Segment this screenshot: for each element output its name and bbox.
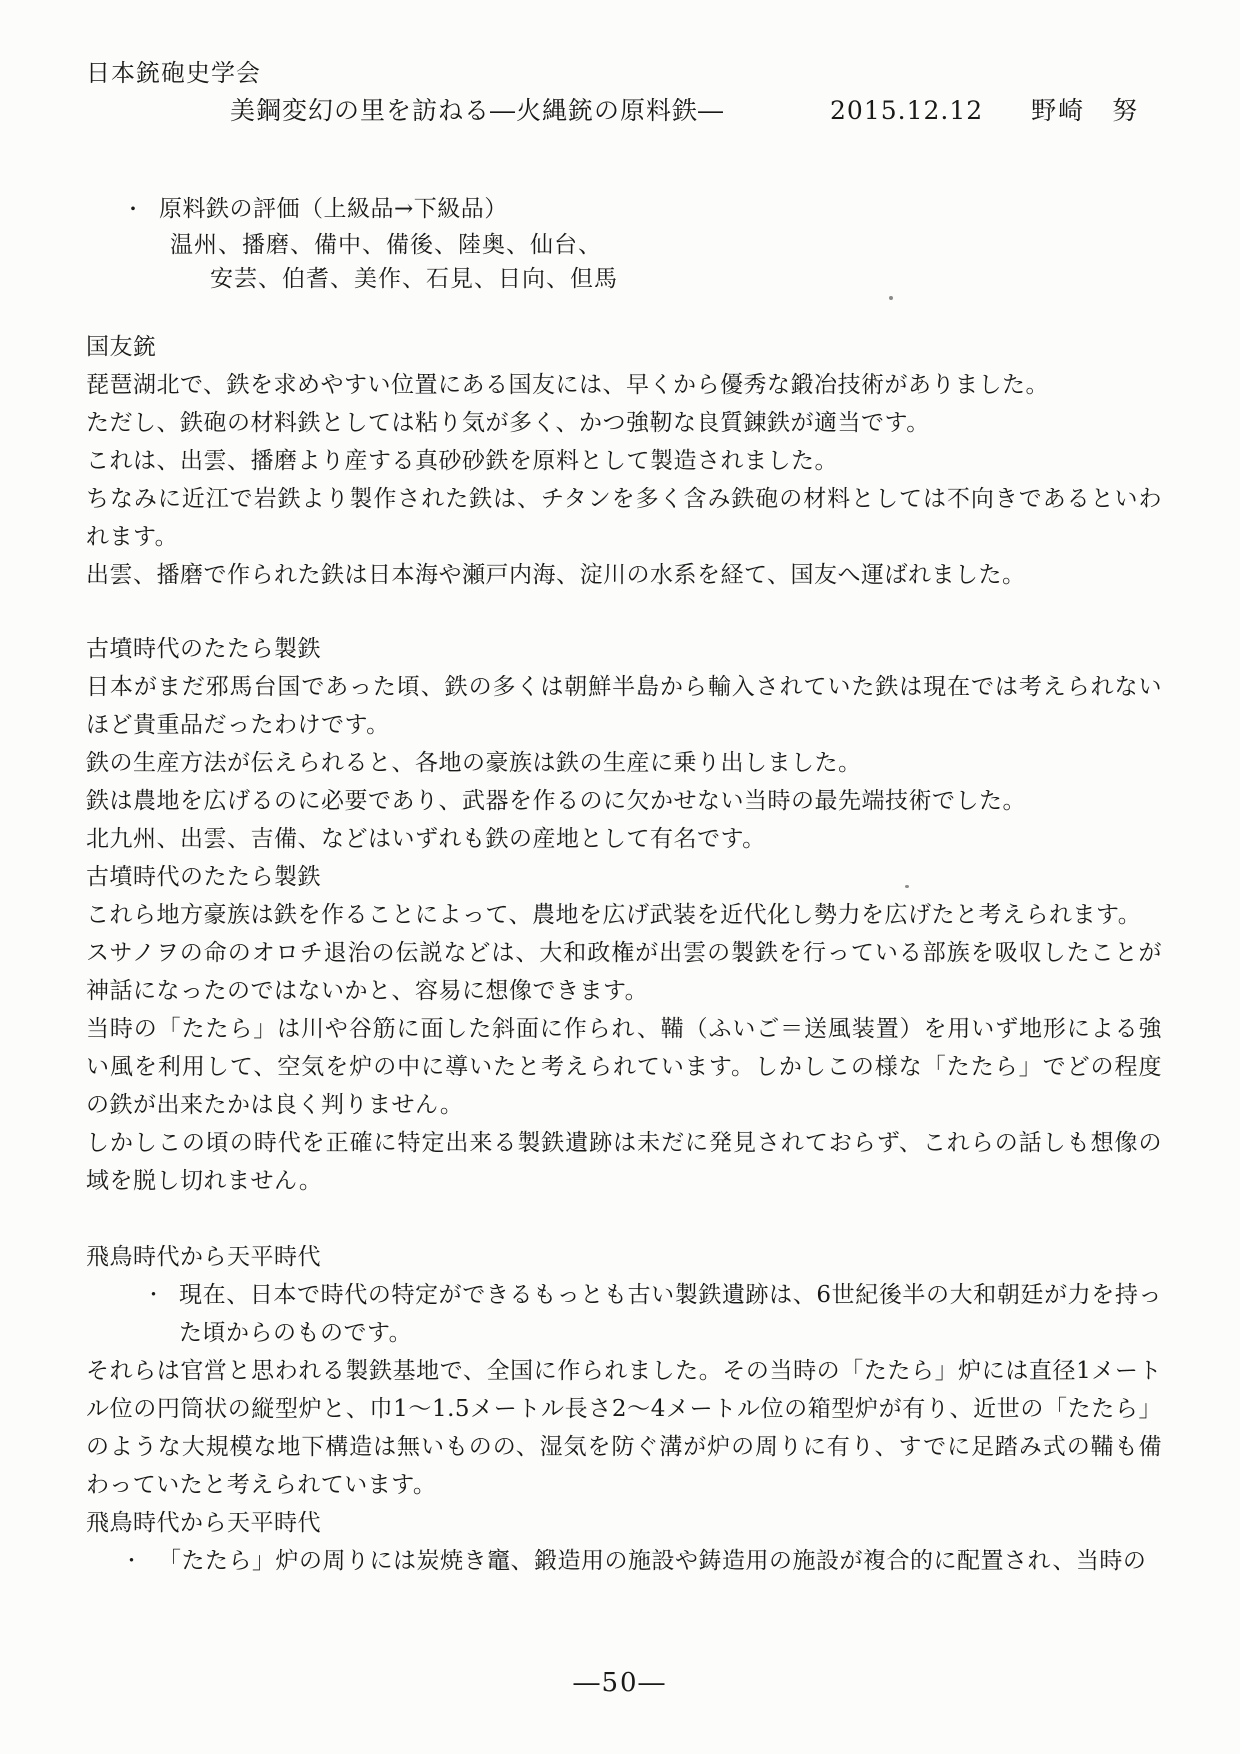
bullet-item-tatara-furnace-layout bbox=[86, 1542, 1162, 1580]
paragraph: 当時の「たたら」は川や谷筋に面した斜面に作られ、鞴（ふいご＝送風装置）を用いず地形による強い風を利用して、空気を炉の中に導いたと考えられています。しかしこの様な「たたら」でどの程度の鉄が出来たかは良く判りません。 bbox=[86, 1016, 1162, 1118]
ranking-heading: 原料鉄の評価（上級品→下級品） bbox=[159, 196, 508, 222]
paragraph: 北九州、出雲、吉備、などはいずれも鉄の産地として有名です。 bbox=[86, 826, 766, 852]
title-row bbox=[86, 92, 1162, 130]
section-heading-kunitomo: 国友銃 bbox=[86, 334, 157, 360]
document-title: 美鋼変幻の里を訪ねる―火縄銃の原料鉄― bbox=[230, 96, 725, 125]
bullet-icon: ・ bbox=[144, 1284, 164, 1306]
paragraph: 琵琶湖北で、鉄を求めやすい位置にある国友には、早くから優秀な鍛冶技術がありました。 bbox=[86, 372, 1050, 398]
paragraph: スサノヲの命のオロチ退治の伝説などは、大和政権が出雲の製鉄を行っている部族を吸収したことが神話になったのではないかと、容易に想像できます。 bbox=[86, 940, 1162, 1004]
paragraph: これら地方豪族は鉄を作ることによって、農地を広げ武装を近代化し勢力を広げたと考えられます。 bbox=[86, 902, 1142, 928]
society-name: 日本銃砲史学会 bbox=[86, 59, 261, 87]
paragraph: ただし、鉄砲の材料鉄としては粘り気が多く、かつ強靭な良質錬鉄が適当です。 bbox=[86, 410, 930, 436]
section-heading-asuka-tenpyo: 飛鳥時代から天平時代 bbox=[86, 1244, 321, 1270]
ranking-provinces-line-2: 安芸、伯耆、美作、石見、日向、但馬 bbox=[210, 266, 618, 292]
scan-speck bbox=[905, 885, 909, 888]
document-body bbox=[86, 328, 1162, 1580]
bullet-icon: ・ bbox=[123, 197, 144, 221]
paragraph: 鉄の生産方法が伝えられると、各地の豪族は鉄の生産に乗り出しました。 bbox=[86, 750, 862, 776]
ranking-heading-row bbox=[86, 190, 1162, 228]
iron-ranking-list bbox=[86, 190, 1162, 296]
bullet-item-text: 「たたら」炉の周りには炭焼き竈、鍛造用の施設や鋳造用の施設が複合的に配置され、当時の bbox=[158, 1548, 1147, 1574]
paragraph: ちなみに近江で岩鉄より製作された鉄は、チタンを多く含み鉄砲の材料としては不向きであるといわれます。 bbox=[86, 486, 1162, 550]
paragraph: しかしこの頃の時代を正確に特定出来る製鉄遺跡は未だに発見されておらず、これらの話しも想像の域を脱し切れません。 bbox=[86, 1130, 1162, 1194]
section-heading-kofun-tatara: 古墳時代のたたら製鉄 bbox=[86, 636, 321, 662]
bullet-item-text: 現在、日本で時代の特定ができるもっとも古い製鉄遺跡は、6世紀後半の大和朝廷が力を持った頃からのものです。 bbox=[179, 1282, 1162, 1346]
repeated-heading-kofun-tatara: 古墳時代のたたら製鉄 bbox=[86, 864, 321, 890]
page-number: ―50― bbox=[573, 1668, 667, 1698]
bullet-item-oldest-iron-sites bbox=[86, 1276, 1162, 1352]
paragraph: 日本がまだ邪馬台国であった頃、鉄の多くは朝鮮半島から輸入されていた鉄は現在では考えられないほど貴重品だったわけです。 bbox=[86, 674, 1162, 738]
repeated-heading-asuka-tenpyo: 飛鳥時代から天平時代 bbox=[86, 1510, 321, 1536]
paragraph: これは、出雲、播磨より産する真砂砂鉄を原料として製造されました。 bbox=[86, 448, 838, 474]
document-date: 2015.12.12 bbox=[830, 96, 984, 125]
document-author: 野崎 努 bbox=[1031, 96, 1140, 125]
scan-speck bbox=[889, 296, 893, 300]
ranking-provinces-line-1: 温州、播磨、備中、備後、陸奥、仙台、 bbox=[170, 232, 602, 258]
bullet-icon: ・ bbox=[122, 1550, 142, 1572]
paragraph: それらは官営と思われる製鉄基地で、全国に作られました。その当時の「たたら」炉には直径1メートル位の円筒状の縦型炉と、巾1～1.5メートル長さ2～4メートル位の箱型炉が有り、近世の「たたら」のような大規模な地下構造は無いものの、湿気を防ぐ溝が炉の周りに有り、すでに足踏み式の鞴も備わっていたと考えられています。 bbox=[86, 1358, 1162, 1498]
paragraph: 出雲、播磨で作られた鉄は日本海や瀬戸内海、淀川の水系を経て、国友へ運ばれました。 bbox=[86, 562, 1026, 588]
paragraph: 鉄は農地を広げるのに必要であり、武器を作るのに欠かせない当時の最先端技術でした。 bbox=[86, 788, 1026, 814]
